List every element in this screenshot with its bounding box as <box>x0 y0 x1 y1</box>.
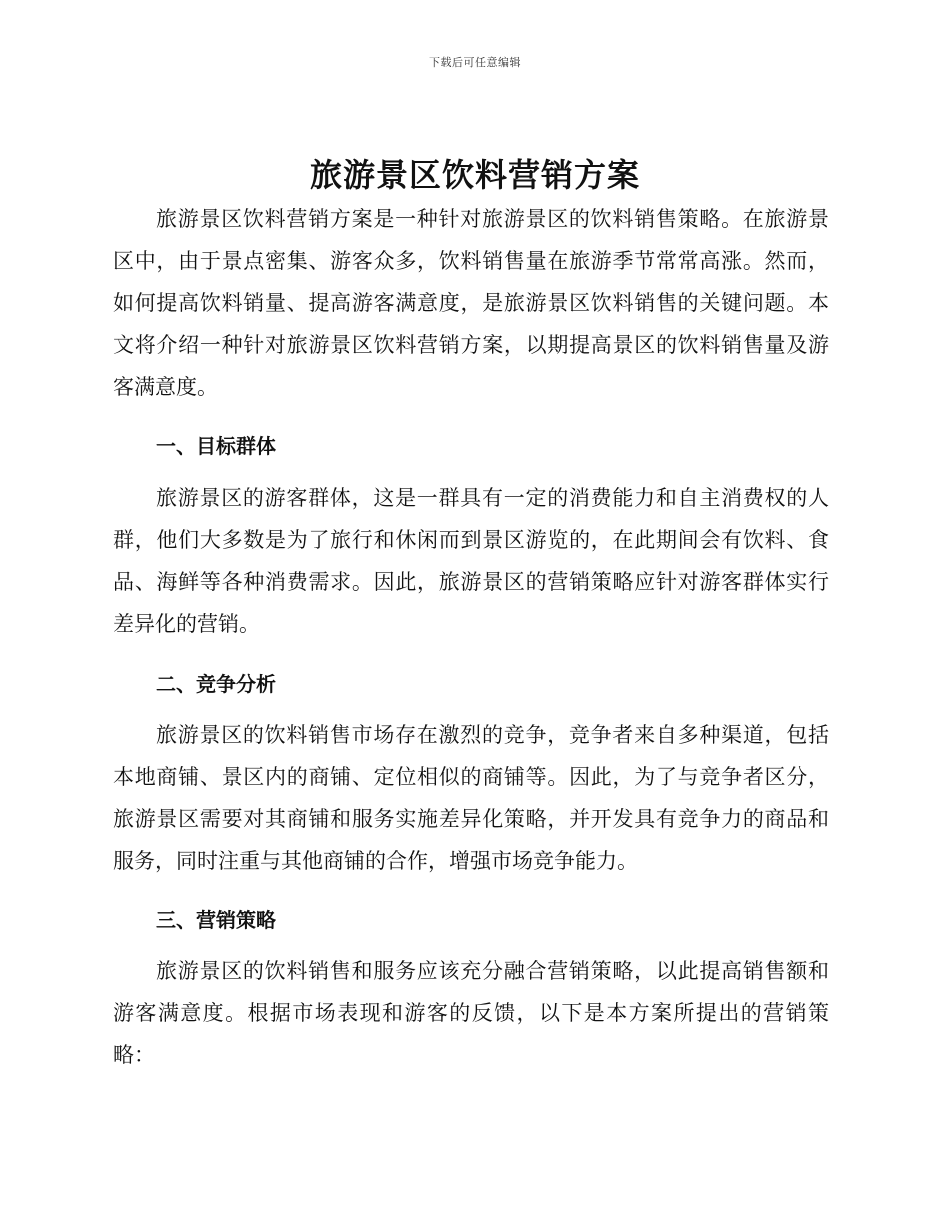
section-paragraph-competition <box>113 714 829 882</box>
section-heading-competition: 二、竞争分析 <box>156 672 276 696</box>
paragraph-line: 略： <box>113 1043 155 1067</box>
header-note: 下载后可任意编辑 <box>429 56 521 69</box>
intro-paragraph <box>113 198 829 408</box>
section-heading-marketing-strategy: 三、营销策略 <box>156 908 276 932</box>
paragraph-line: 旅游景区的游客群体，这是一群具有一定的消费能力和自主消费权的人 <box>156 486 829 510</box>
paragraph-line: 旅游景区饮料营销方案是一种针对旅游景区的饮料销售策略。在旅游景 <box>156 207 829 231</box>
paragraph-line: 品、海鲜等各种消费需求。因此，旅游景区的营销策略应针对游客群体实行 <box>113 570 829 594</box>
paragraph-line: 文将介绍一种针对旅游景区饮料营销方案，以期提高景区的饮料销售量及游 <box>113 333 829 357</box>
paragraph-line: 差异化的营销。 <box>113 612 260 636</box>
paragraph-line: 本地商铺、景区内的商铺、定位相似的商铺等。因此，为了与竞争者区分， <box>113 765 829 789</box>
paragraph-line: 旅游景区需要对其商铺和服务实施差异化策略，并开发具有竞争力的商品和 <box>113 807 829 831</box>
document-title: 旅游景区饮料营销方案 <box>309 156 640 194</box>
paragraph-line: 如何提高饮料销量、提高游客满意度，是旅游景区饮料销售的关键问题。本 <box>113 291 829 315</box>
paragraph-line: 旅游景区的饮料销售市场存在激烈的竞争，竞争者来自多种渠道，包括 <box>156 723 829 747</box>
section-paragraph-target-group <box>113 477 829 645</box>
paragraph-line: 旅游景区的饮料销售和服务应该充分融合营销策略，以此提高销售额和 <box>156 959 829 983</box>
paragraph-line: 客满意度。 <box>113 375 218 399</box>
paragraph-line: 群，他们大多数是为了旅行和休闲而到景区游览的，在此期间会有饮料、食 <box>113 528 829 552</box>
paragraph-line: 游客满意度。根据市场表现和游客的反馈，以下是本方案所提出的营销策 <box>113 1001 829 1025</box>
paragraph-line: 服务，同时注重与其他商铺的合作，增强市场竞争能力。 <box>113 849 638 873</box>
paragraph-line: 区中，由于景点密集、游客众多，饮料销售量在旅游季节常常高涨。然而， <box>113 249 829 273</box>
section-heading-target-group: 一、目标群体 <box>156 434 276 458</box>
section-paragraph-marketing-strategy <box>113 950 829 1076</box>
